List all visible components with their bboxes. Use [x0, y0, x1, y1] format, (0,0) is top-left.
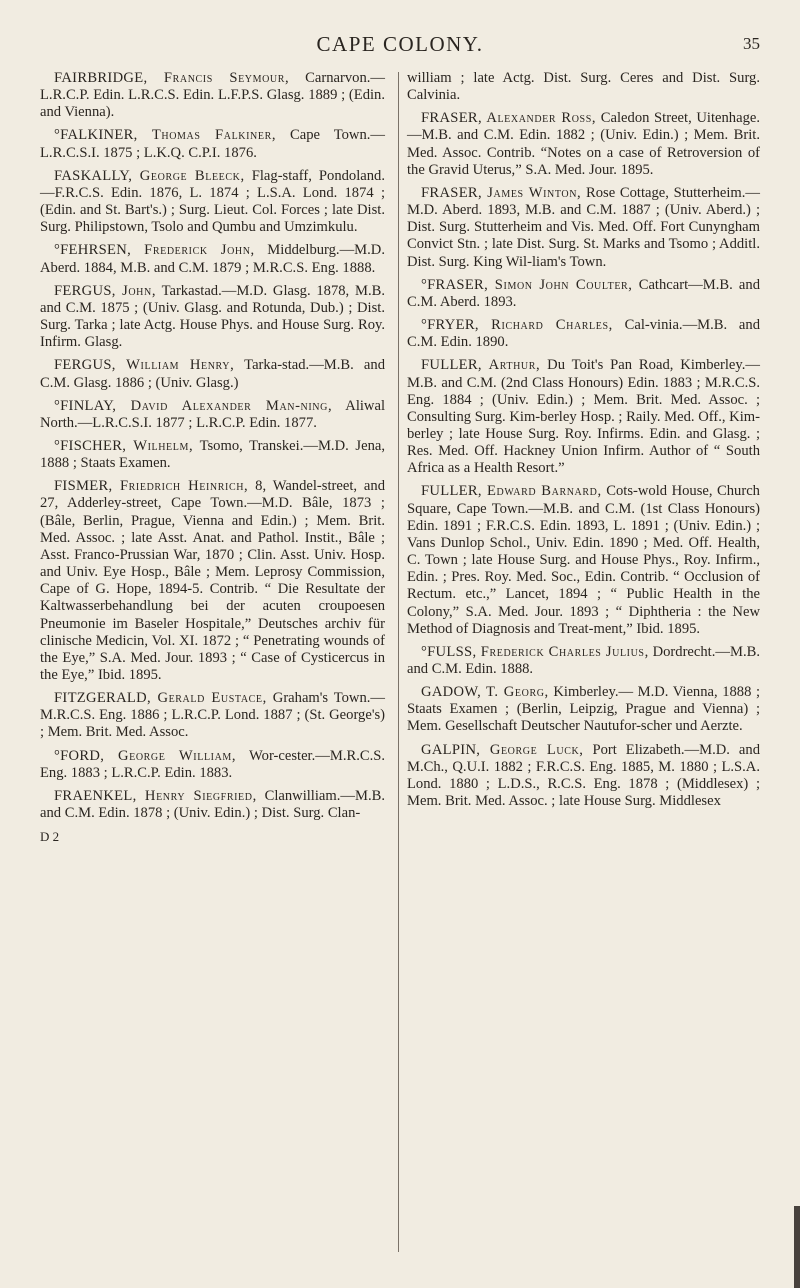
entry-surname: FAIRBRIDGE,: [54, 70, 148, 86]
directory-entry: [40, 70, 385, 121]
entry-given-names: Frederick John,: [131, 242, 255, 259]
entry-given-names: George William,: [104, 747, 237, 764]
entry-details: 8, Wandel-street, and 27, Adderley-street, Cape Town.—M.D. Bâle, 1873 ; (Bâle, Berlin, Prague, Vienna and Edin.) ; Mem. Brit. Med. Assoc. ; late Asst. Anat. and Pathol. Instit., Bâle ; Asst. Franco-Prussian War, 1870 ; Clin. Asst. Univ. Hosp. and Univ. Eye Hosp., Bâle ; Mem. Leprosy Commission, Cape of G. Hope, 1894-5. Contrib. “ Die Resultate der Kaltwasserbehandlung bei der acuten croupoesen Pneumonie im Baseler Hospitale,” Deutsches archiv für clinische Medicin, Vol. XI. 1872 ; “ Penetrating wounds of the Eye,” S.A. Med. Jour. 1893 ; “ Case of Cysticercus in the Eye,” Ibid. 1895.: [40, 478, 385, 683]
directory-entry: [407, 110, 760, 179]
directory-entry: [40, 168, 385, 237]
directory-entry: [40, 748, 385, 782]
entry-given-names: Alexander Ross,: [481, 110, 597, 127]
entry-given-names: William Henry,: [115, 357, 235, 374]
entry-surname: °FISCHER,: [54, 437, 127, 454]
entry-details: Cathcart—M.B. and C.M. Aberd. 1893.: [407, 276, 760, 310]
entry-surname: FULLER,: [421, 357, 482, 374]
entry-given-names: Thomas Falkiner,: [137, 127, 277, 144]
entry-surname: FRASER,: [421, 184, 482, 201]
entry-details: Middelburg.—M.D. Aberd. 1884, M.B. and C.M. 1879 ; M.R.C.S. Eng. 1888.: [40, 242, 385, 276]
entry-given-names: George Luck,: [480, 741, 584, 758]
directory-entry: [40, 478, 385, 684]
entry-surname: FRASER,: [421, 110, 482, 127]
entry-given-names: John,: [115, 282, 157, 299]
entry-details: Tsomo, Transkei.—M.D. Jena, 1888 ; Staats Examen.: [40, 437, 386, 472]
entry-details: Cape Town.—L.R.C.S.I. 1875 ; L.K.Q. C.P.I. 1876.: [40, 127, 385, 161]
right-column: [407, 70, 760, 816]
entry-surname: FERGUS,: [54, 282, 116, 299]
entry-details: Cots-wold House, Church Square, Cape Town.—M.B. and C.M. (1st Class Honours) Edin. 1891 ; F.R.C.S. Edin. 1893, L. 1891 ; (Univ. Edin.) ; Vans Dunlop Schol., Univ. Edin. 1890 ; Med. Off. Health, C. Town ; late House Surg. and House Phys., Roy. Infirm., Edin. ; Pres. Roy. Med. Soc., Edin. Contrib. “ Occlusion of Rectum. etc.,” Lancet, 1894 ; “ Public Health in the Colony,” S.A. Med. Jour. 1893 ; “ Diphtheria : the New Method of Diagnosis and Treat-ment,” Ibid. 1895.: [407, 483, 760, 637]
entry-given-names: Simon John Coulter,: [488, 276, 633, 293]
entry-surname: °FRYER,: [421, 317, 479, 334]
entry-details: Du Toit's Pan Road, Kimberley.—M.B. and C.M. (2nd Class Honours) Edin. 1883 ; M.R.C.S. Eng. 1884 ; (Univ. Edin.) ; Mem. Brit. Med. Assoc. ; Consulting Surg. Kim-berley Hosp. ; Raily. Med. Off., Kim-berley ; late House Surg. Roy. Infirms. Edin. and Glasg. ; Res. Med. Off. Hackney Union Infirm. Author of “ South Africa as a Health Resort.”: [407, 357, 760, 477]
left-column: [40, 70, 385, 845]
entry-given-names: Friedrich Heinrich,: [112, 478, 249, 495]
entry-given-names: Gerald Eustace,: [150, 690, 267, 707]
entry-details: william ; late Actg. Dist. Surg. Ceres and Dist. Surg. Calvinia.: [407, 70, 760, 104]
directory-entry: [407, 483, 760, 637]
entry-given-names: David Alexander Man-ning,: [116, 397, 333, 414]
entry-surname: FITZGERALD,: [54, 690, 151, 707]
directory-entry: [407, 185, 760, 271]
entry-surname: FRAENKEL,: [54, 787, 137, 804]
entry-details: Port Elizabeth.—M.D. and M.Ch., Q.U.I. 1882 ; F.R.C.S. Eng. 1885, M. 1880 ; L.S.A. Lond. 1880 ; L.D.S., R.C.S. Eng. 1878 ; (Middlesex) ; Mem. Brit. Med. Assoc. ; late House Surg. Middlesex: [407, 741, 760, 810]
directory-entry: [407, 70, 760, 104]
column-divider: [398, 72, 399, 1252]
directory-entry: [40, 690, 385, 741]
entry-details: Rose Cottage, Stutterheim.—M.D. Aberd. 1893, M.B. and C.M. 1887 ; (Univ. Aberd.) ; Dist. Surg. Stutterheim and Vis. Med. Off. Fort Cunyngham Convict Stn. ; late Dist. Surg. St. Marks and Tsomo ; Additl. Dist. Surg. King Wil-liam's Town.: [407, 184, 760, 270]
entry-surname: FERGUS,: [54, 357, 116, 374]
entry-details: Aliwal North.—L.R.C.S.I. 1877 ; L.R.C.P. Edin. 1877.: [40, 397, 385, 431]
entry-surname: GALPIN,: [421, 741, 481, 758]
entry-details: Graham's Town.—M.R.C.S. Eng. 1886 ; L.R.C.P. Lond. 1887 ; (St. George's) ; Mem. Brit. Med. Assoc.: [40, 690, 385, 741]
directory-entry: [40, 242, 385, 276]
directory-entry: [40, 438, 385, 472]
directory-entry: [40, 357, 385, 391]
directory-entry: [40, 283, 385, 352]
entry-given-names: Edward Barnard,: [481, 483, 602, 500]
entry-given-names: Richard Charles,: [478, 317, 613, 334]
directory-entry: [407, 317, 760, 351]
directory-entry: [407, 277, 760, 311]
entry-surname: °FULSS,: [421, 643, 477, 660]
directory-entry: [407, 357, 760, 477]
entry-given-names: Frederick Charles Julius,: [476, 643, 649, 660]
entry-surname: FISMER,: [54, 478, 113, 495]
entry-details: Flag-staff, Pondoland.—F.R.C.S. Edin. 1876, L. 1874 ; L.S.A. Lond. 1874 ; (Edin. and St. Bart's.) ; Surg. Lieut. Col. Forces ; late Dist. Surg. Philipstown, Tsolo and Qumbu and Umzimkulu.: [40, 167, 385, 236]
running-title: CAPE COLONY.: [316, 32, 484, 56]
signature-mark: D 2: [40, 829, 60, 845]
entry-details: Kimberley.— M.D. Vienna, 1888 ; Staats Examen ; (Berlin, Leipzig, Prague and Vienna) ; Mem. Gesellschaft Deutscher Nautufor-scher und Aerzte.: [407, 684, 760, 735]
entry-surname: FASKALLY,: [54, 167, 133, 184]
entry-details: Wor-cester.—M.R.C.S. Eng. 1883 ; L.R.C.P. Edin. 1883.: [40, 747, 385, 781]
entry-given-names: George Bleeck,: [132, 167, 245, 184]
entry-surname: FULLER,: [421, 483, 482, 500]
entry-details: Clanwilliam.—M.B. and C.M. Edin. 1878 ; (Univ. Edin.) ; Dist. Surg. Clan-: [40, 787, 385, 822]
directory-entry: [407, 644, 760, 678]
entry-details: Cal-vinia.—M.B. and C.M. Edin. 1890.: [407, 317, 760, 351]
directory-entry: [40, 127, 385, 161]
entry-surname: °FORD,: [54, 747, 105, 764]
entry-given-names: T. Georg,: [481, 684, 549, 701]
entry-surname: °FALKINER,: [54, 127, 138, 144]
page-number: 35: [743, 34, 760, 53]
entry-details: Carnarvon.—L.R.C.P. Edin. L.R.C.S. Edin. L.F.P.S. Glasg. 1889 ; (Edin. and Vienna).: [40, 70, 385, 121]
edge-mark: [794, 1206, 800, 1288]
entry-given-names: Arthur,: [481, 357, 541, 374]
entry-given-names: Wilhelm,: [126, 437, 194, 454]
entry-surname: °FRASER,: [421, 276, 489, 293]
entry-details: Tarka-stad.—M.B. and C.M. Glasg. 1886 ; (Univ. Glasg.): [40, 357, 386, 391]
entry-given-names: Francis Seymour,: [147, 70, 290, 86]
page-header: [40, 32, 760, 62]
entry-surname: °FINLAY,: [54, 397, 117, 414]
directory-entry: [40, 788, 385, 822]
entry-given-names: Henry Siegfried,: [136, 787, 257, 804]
directory-entry: [407, 742, 760, 811]
entry-details: Dordrecht.—M.B. and C.M. Edin. 1888.: [407, 643, 760, 677]
entry-surname: °FEHRSEN,: [54, 242, 132, 259]
entry-surname: GADOW,: [421, 684, 482, 701]
directory-entry: [40, 398, 385, 432]
entry-details: Tarkastad.—M.D. Glasg. 1878, M.B. and C.M. 1875 ; (Univ. Glasg. and Rotunda, Dub.) ; Dist. Surg. Tarka ; late Actg. House Phys. and House Surg. Roy. Infirm. Glasg.: [40, 282, 385, 351]
directory-entry: [407, 684, 760, 735]
entry-details: Caledon Street, Uitenhage.—M.B. and C.M. Edin. 1882 ; (Univ. Edin.) ; Mem. Brit. Med. Assoc. Contrib. “Notes on a case of Retroversion of the Gravid Uterus,” S.A. Med. Jour. 1895.: [407, 110, 761, 178]
entry-given-names: James Winton,: [481, 184, 582, 201]
